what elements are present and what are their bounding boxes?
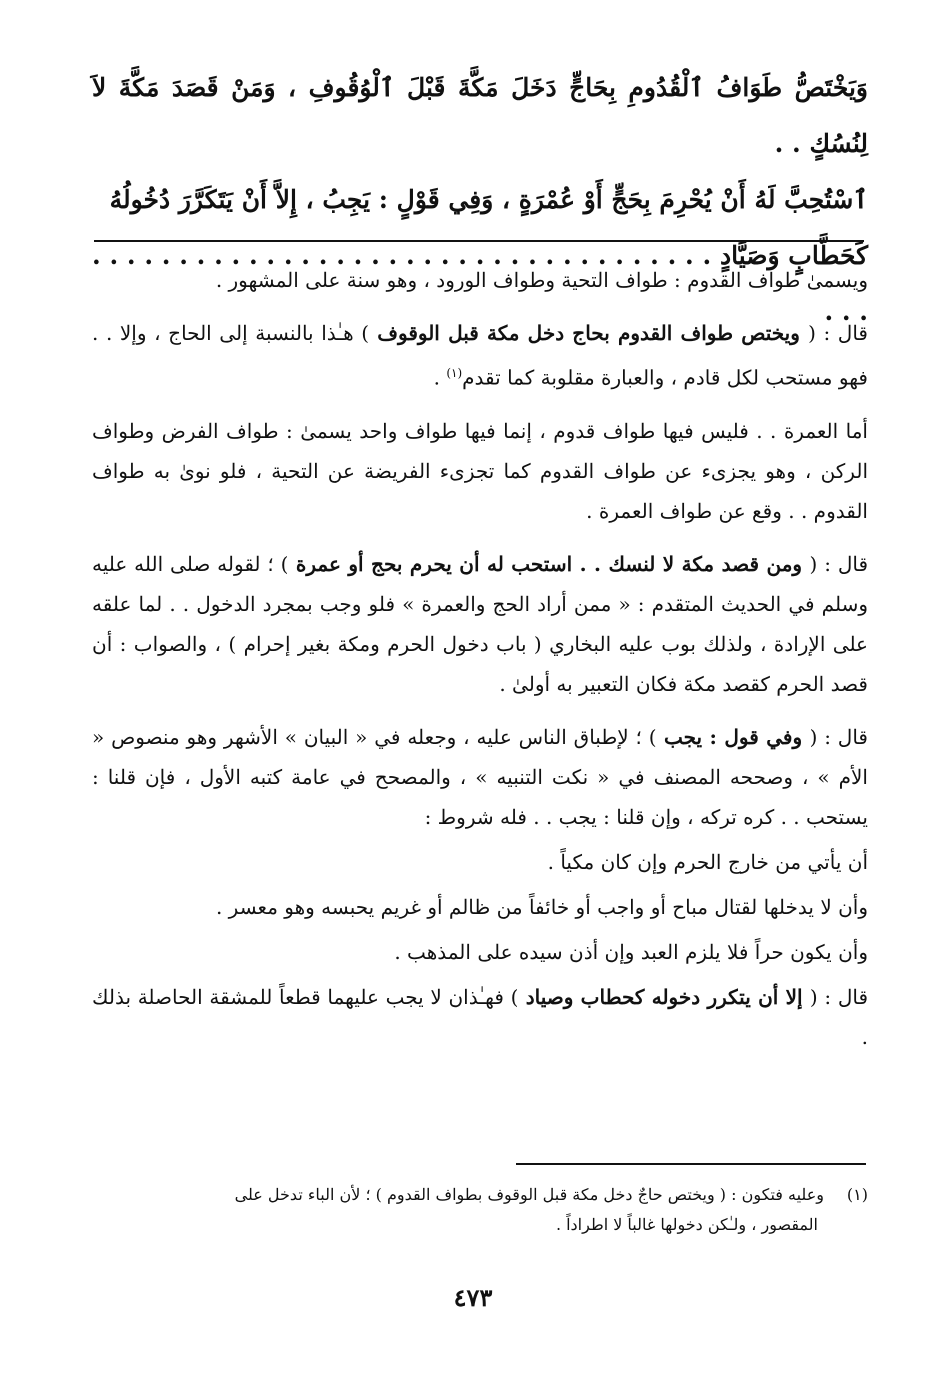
matn-line-3-text: كَحَطَّابٍ وَصَيَّادٍ: [719, 241, 868, 270]
paragraph-end: .: [433, 365, 447, 390]
quoted-matn: ومن قصد مكة لا لنسك . . استحب له أن يحرم بحج أو عمرة: [288, 551, 810, 576]
commentary-paragraph-2: [92, 313, 868, 398]
footnote-reference[interactable]: (١): [446, 366, 463, 380]
footnote-text-1: وعليه فتكون : ( ويختص حاجٌ دخل مكة قبل الوقوف بطواف القدوم ) ؛ لأن الباء تدخل على: [234, 1185, 824, 1204]
footnote: [92, 1180, 868, 1240]
commentary-paragraph-1: ويسمىٰ طواف القدوم : طواف التحية وطواف الورود ، وهو سنة على المشهور .: [215, 268, 868, 292]
condition-3: وأن يكون حراً فلا يلزم العبد وإن أذن سيده على المذهب .: [394, 939, 868, 964]
commentary-paragraph-5: [92, 717, 868, 837]
footnote-separator-rule: [516, 1163, 866, 1165]
quoted-matn: وفي قول : يجب: [656, 724, 810, 749]
quote-open: قال : (: [808, 321, 868, 345]
condition-1: أن يأتي من خارج الحرم وإن كان مكياً .: [547, 849, 868, 874]
commentary-paragraph-6: [92, 977, 868, 1057]
matn-line-2: ٱسْتُحِبَّ لَهُ أَنْ يُحْرِمَ بِحَجٍّ أَوْ عُمْرَةٍ ، وَفِي قَوْلٍ : يَجِبُ ، إِلاَّ أَنْ يَتَكَرَّرَ دُخُولُهُ: [109, 185, 868, 214]
quoted-matn: إلا أن يتكرر دخوله كحطاب وصياد: [518, 984, 810, 1009]
commentary-paragraph-3: أما العمرة . . فليس فيها طواف قدوم ، إنما فيها طواف واحد يسمىٰ : طواف الفرض وطواف الركن ، وهو يجزىء عن طواف القدوم كما تجزىء الفريضة عن التحية ، فلو نوىٰ به طواف القدوم . . وقع عن طواف العمرة .: [92, 418, 868, 523]
page-number: ٤٧٣: [453, 1283, 493, 1312]
paragraph-body: ) هـٰذا بالنسبة إلى الحاج ، وإلا . . فهو مستحب لكل قادم ، والعبارة مقلوبة كما تقدم: [92, 321, 868, 390]
matn-line-3-dots: . . . . . . . . . . . . . . . . . . . . . . . . . . . . . . . . . . . . . . .: [92, 241, 868, 326]
footnote-line-2: المقصور ، ولـٰكن دخولها غالباً لا اطراداً .: [555, 1215, 818, 1234]
matn-separator-rule: [94, 240, 864, 242]
quote-open: قال : (: [809, 984, 869, 1009]
quoted-matn: ويختص طواف القدوم بحاج دخل مكة قبل الوقوف: [369, 321, 809, 345]
paragraph-body: ) ؛ لقوله صلى الله عليه وسلم في الحديث المتقدم : « ممن أراد الحج والعمرة » فلو وجب بمجرد الدخول . . لما علقه على الإرادة ، ولذلك بوب عليه البخاري ( باب دخول الحرم ومكة بغير إحرام ) ، والصواب : أن قصد الحرم كقصد مكة فكان التعبير به أولىٰ .: [92, 551, 868, 696]
quote-open: قال : (: [809, 551, 868, 576]
matn-line-1: وَيَخْتَصُّ طَوَافُ ٱلْقُدُومِ بِحَاجٍّ دَخَلَ مَكَّةَ قَبْلَ ٱلْوُقُوفِ ، وَمَنْ قَصَدَ مَكَّةَ لاَ لِنُسُكٍ . .: [92, 73, 868, 158]
footnote-line-1: [92, 1180, 868, 1210]
quote-open: قال : (: [809, 724, 868, 749]
footnote-number: (١): [846, 1185, 868, 1204]
condition-2: وأن لا يدخلها لقتال مباح أو واجب أو خائفاً من ظالم أو غريم يحبسه وهو معسر .: [215, 894, 868, 919]
commentary-paragraph-4: [92, 544, 868, 704]
commentary-text: [92, 260, 868, 1070]
paragraph-body: ) فهـٰذان لا يجب عليهما قطعاً للمشقة الحاصلة بذلك .: [92, 984, 868, 1049]
paragraph-body: ) ؛ لإطباق الناس عليه ، وجعله في « البيان » الأشهر وهو منصوص « الأم » ، وصححه المصنف في « نكت التنبيه » ، والمصحح في عامة كتبه الأول ، فإن قلنا : يستحب . . كره تركه ، وإن قلنا : يجب . . فله شروط :: [92, 724, 868, 829]
